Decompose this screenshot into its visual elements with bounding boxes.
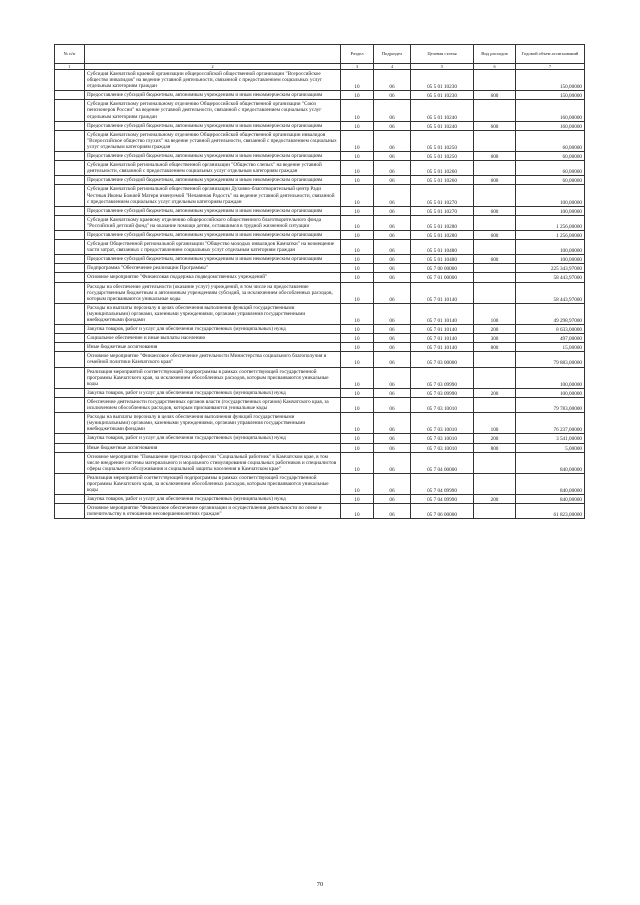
row-number-cell bbox=[55, 100, 85, 121]
row-amount: 8 633,00000 bbox=[516, 325, 585, 334]
table-row bbox=[55, 434, 585, 443]
column-number: 1 bbox=[55, 64, 85, 70]
table-row bbox=[55, 70, 585, 91]
row-razdel: 10 bbox=[341, 70, 374, 91]
row-expense-type: 600 bbox=[474, 121, 516, 130]
row-amount: 100,00000 bbox=[516, 367, 585, 388]
row-podrazdel: 06 bbox=[374, 434, 411, 443]
row-expense-type: 600 bbox=[474, 206, 516, 215]
row-amount: 15,00000 bbox=[516, 343, 585, 352]
row-expense-type bbox=[474, 397, 516, 412]
table-row bbox=[55, 504, 585, 519]
row-number-cell bbox=[55, 255, 85, 264]
row-podrazdel: 06 bbox=[374, 388, 411, 397]
row-target-article: 05 7 01 10140 bbox=[411, 325, 474, 334]
table-row bbox=[55, 264, 585, 273]
row-target-article: 05 7 03 09990 bbox=[411, 367, 474, 388]
row-number-cell bbox=[55, 121, 85, 130]
budget-table-sheet bbox=[54, 44, 584, 519]
row-podrazdel: 06 bbox=[374, 185, 411, 206]
row-expense-type bbox=[474, 161, 516, 176]
row-amount: 1 256,00000 bbox=[516, 215, 585, 230]
row-target-article: 05 7 04 00000 bbox=[411, 452, 474, 473]
table-row bbox=[55, 230, 585, 239]
row-expense-type bbox=[474, 352, 516, 367]
row-podrazdel: 06 bbox=[374, 215, 411, 230]
row-expense-type: 300 bbox=[474, 334, 516, 343]
table-body bbox=[55, 70, 585, 519]
row-podrazdel: 06 bbox=[374, 161, 411, 176]
row-razdel: 10 bbox=[341, 91, 374, 100]
row-number-cell bbox=[55, 325, 85, 334]
table-row bbox=[55, 473, 585, 494]
row-name: Основное мероприятие "Финансовая поддержка подведомственных учреждений" bbox=[85, 273, 341, 282]
row-name: Закупка товаров, работ и услуг для обеспечения государственных (муниципальных) нужд bbox=[85, 434, 341, 443]
row-razdel: 10 bbox=[341, 264, 374, 273]
row-amount: 100,00000 bbox=[516, 388, 585, 397]
row-razdel: 10 bbox=[341, 473, 374, 494]
row-razdel: 10 bbox=[341, 176, 374, 185]
row-razdel: 10 bbox=[341, 100, 374, 121]
row-podrazdel: 06 bbox=[374, 367, 411, 388]
table-row bbox=[55, 185, 585, 206]
row-name: Закупка товаров, работ и услуг для обеспечения государственных (муниципальных) нужд bbox=[85, 495, 341, 504]
row-razdel: 10 bbox=[341, 273, 374, 282]
row-expense-type: 600 bbox=[474, 152, 516, 161]
row-name: Реализация мероприятий соответствующей подпрограммы в рамках соответствующей государственной программы Камчатского края, за исключением обособленных расходов, которым присваиваются уникальные коды bbox=[85, 367, 341, 388]
row-podrazdel: 06 bbox=[374, 352, 411, 367]
row-expense-type: 800 bbox=[474, 443, 516, 452]
row-name: Иные бюджетные ассигнования bbox=[85, 443, 341, 452]
row-target-article: 05 7 01 00000 bbox=[411, 273, 474, 282]
row-number-cell bbox=[55, 161, 85, 176]
table-row bbox=[55, 121, 585, 130]
row-razdel: 10 bbox=[341, 130, 374, 151]
row-amount: 100,00000 bbox=[516, 185, 585, 206]
row-amount: 840,00000 bbox=[516, 495, 585, 504]
row-name: Субсидия Камчатскому региональному отделению Общероссийской общественной организации "Союз пенсионеров России" на ведение уставной деятельности, связанной с предоставлением социальных услуг отдельным категориям граждан bbox=[85, 100, 341, 121]
row-target-article: 05 7 03 10010 bbox=[411, 443, 474, 452]
table-row bbox=[55, 334, 585, 343]
header-podrazdel: Подраздел bbox=[374, 45, 411, 64]
row-number-cell bbox=[55, 230, 85, 239]
row-expense-type bbox=[474, 282, 516, 303]
row-target-article: 05 7 03 10010 bbox=[411, 397, 474, 412]
row-amount: 150,00000 bbox=[516, 91, 585, 100]
table-row bbox=[55, 388, 585, 397]
row-amount: 60,00000 bbox=[516, 152, 585, 161]
row-name: Субсидия Камчатской региональной общественной организации "Общество слепых" на ведение уставной деятельности, связанной с предоставлением социальных услуг отдельным категориям граждан bbox=[85, 161, 341, 176]
row-razdel: 10 bbox=[341, 504, 374, 519]
row-number-cell bbox=[55, 452, 85, 473]
row-amount: 150,00000 bbox=[516, 70, 585, 91]
row-razdel: 10 bbox=[341, 185, 374, 206]
table-header bbox=[55, 45, 585, 70]
row-podrazdel: 06 bbox=[374, 413, 411, 434]
row-amount: 100,00000 bbox=[516, 255, 585, 264]
row-name: Обеспечение деятельности государственных органов власти (государственных органов) Камчатского края, за исключением обособленных расходов, которым присваиваются уникальные коды bbox=[85, 397, 341, 412]
row-name: Предоставление субсидий бюджетным, автономным учреждениям и иным некоммерческим организациям bbox=[85, 230, 341, 239]
row-name: Предоставление субсидий бюджетным, автономным учреждениям и иным некоммерческим организациям bbox=[85, 121, 341, 130]
row-name: Основное мероприятие "Повышение престижа профессии "Социальный работник" в Камчатском крае, в том числе внедрение системы материального и морального стимулирования социальных работников и специалистов сферы социального обслуживания и социальной защиты населения в Камчатском крае" bbox=[85, 452, 341, 473]
row-podrazdel: 06 bbox=[374, 206, 411, 215]
row-amount: 61 823,00000 bbox=[516, 504, 585, 519]
row-amount: 160,00000 bbox=[516, 121, 585, 130]
row-name: Предоставление субсидий бюджетным, автономным учреждениям и иным некоммерческим организациям bbox=[85, 91, 341, 100]
row-target-article: 05 5 01 10260 bbox=[411, 176, 474, 185]
row-podrazdel: 06 bbox=[374, 343, 411, 352]
row-number-cell bbox=[55, 215, 85, 230]
row-name: Субсидия Общественной региональной организации "Общество молодых инвалидов Камчатки" на возмещение части затрат, связанных с предоставлением социальных услуг отдельным категориям граждан bbox=[85, 240, 341, 255]
table-row bbox=[55, 130, 585, 151]
row-razdel: 10 bbox=[341, 215, 374, 230]
column-number: 5 bbox=[411, 64, 474, 70]
row-podrazdel: 06 bbox=[374, 443, 411, 452]
row-target-article: 05 5 01 10260 bbox=[411, 161, 474, 176]
column-number: 3 bbox=[341, 64, 374, 70]
table-row bbox=[55, 352, 585, 367]
row-name: Расходы на выплаты персоналу в целях обеспечения выполнения функций государственными (муниципальными) органами, казенными учреждениями, органами управления государственными внебюджетными фондами bbox=[85, 413, 341, 434]
header-name bbox=[85, 45, 341, 64]
row-name: Закупка товаров, работ и услуг для обеспечения государственных (муниципальных) нужд bbox=[85, 325, 341, 334]
row-podrazdel: 06 bbox=[374, 70, 411, 91]
row-amount: 60,00000 bbox=[516, 130, 585, 151]
table-row bbox=[55, 495, 585, 504]
row-target-article: 05 7 06 00000 bbox=[411, 504, 474, 519]
row-name: Иные бюджетные ассигнования bbox=[85, 343, 341, 352]
row-amount: 79 783,00000 bbox=[516, 397, 585, 412]
row-amount: 100,00000 bbox=[516, 206, 585, 215]
table-row bbox=[55, 282, 585, 303]
row-number-cell bbox=[55, 443, 85, 452]
row-expense-type bbox=[474, 504, 516, 519]
table-row bbox=[55, 240, 585, 255]
row-amount: 225 343,97000 bbox=[516, 264, 585, 273]
row-podrazdel: 06 bbox=[374, 255, 411, 264]
row-name: Реализация мероприятий соответствующей подпрограммы в рамках соответствующей государственной программы Камчатского края, за исключением обособленных расходов, которым присваиваются уникальные коды bbox=[85, 473, 341, 494]
row-podrazdel: 06 bbox=[374, 334, 411, 343]
row-expense-type bbox=[474, 70, 516, 91]
row-razdel: 10 bbox=[341, 325, 374, 334]
row-number-cell bbox=[55, 264, 85, 273]
table-row bbox=[55, 413, 585, 434]
row-number-cell bbox=[55, 130, 85, 151]
row-target-article: 05 7 00 00000 bbox=[411, 264, 474, 273]
row-razdel: 10 bbox=[341, 230, 374, 239]
row-razdel: 10 bbox=[341, 343, 374, 352]
row-name: Расходы на выплаты персоналу в целях обеспечения выполнения функций государственными (муниципальными) органами, казенными учреждениями, органами управления государственными внебюджетными фондами bbox=[85, 303, 341, 324]
row-name: Предоставление субсидий бюджетным, автономным учреждениям и иным некоммерческим организациям bbox=[85, 206, 341, 215]
row-name: Субсидия Камчатской краевой организации общероссийской общественной организации "Всероссийское общество инвалидов" на ведение уставной деятельности, связанной с предоставлением социальных услуг отдельным категориям граждан bbox=[85, 70, 341, 91]
row-name: Социальное обеспечение и иные выплаты населению bbox=[85, 334, 341, 343]
row-expense-type bbox=[474, 367, 516, 388]
row-razdel: 10 bbox=[341, 434, 374, 443]
row-expense-type: 600 bbox=[474, 176, 516, 185]
row-amount: 840,00000 bbox=[516, 452, 585, 473]
row-number-cell bbox=[55, 303, 85, 324]
row-number-cell bbox=[55, 434, 85, 443]
row-amount: 58 443,97000 bbox=[516, 282, 585, 303]
row-expense-type bbox=[474, 215, 516, 230]
header-target-article: Целевая статья bbox=[411, 45, 474, 64]
row-expense-type bbox=[474, 273, 516, 282]
row-target-article: 05 5 01 10480 bbox=[411, 240, 474, 255]
row-target-article: 05 7 04 09990 bbox=[411, 473, 474, 494]
table-row bbox=[55, 397, 585, 412]
row-razdel: 10 bbox=[341, 303, 374, 324]
row-name: Предоставление субсидий бюджетным, автономным учреждениям и иным некоммерческим организациям bbox=[85, 152, 341, 161]
row-amount: 100,00000 bbox=[516, 240, 585, 255]
row-razdel: 10 bbox=[341, 495, 374, 504]
row-target-article: 05 7 03 10010 bbox=[411, 434, 474, 443]
row-number-cell bbox=[55, 176, 85, 185]
row-razdel: 10 bbox=[341, 282, 374, 303]
row-number-cell bbox=[55, 413, 85, 434]
row-expense-type: 200 bbox=[474, 495, 516, 504]
row-target-article: 05 5 01 10280 bbox=[411, 230, 474, 239]
table-row bbox=[55, 215, 585, 230]
row-podrazdel: 06 bbox=[374, 452, 411, 473]
row-expense-type: 600 bbox=[474, 255, 516, 264]
row-podrazdel: 06 bbox=[374, 325, 411, 334]
table-row bbox=[55, 443, 585, 452]
row-number-cell bbox=[55, 70, 85, 91]
table-row bbox=[55, 206, 585, 215]
table-row bbox=[55, 100, 585, 121]
row-podrazdel: 06 bbox=[374, 100, 411, 121]
row-number-cell bbox=[55, 343, 85, 352]
row-podrazdel: 06 bbox=[374, 264, 411, 273]
row-target-article: 05 5 01 10480 bbox=[411, 255, 474, 264]
row-name: Основное мероприятие "Финансовое обеспечение деятельности Министерства социального благополучия и семейной политики Камчатского края" bbox=[85, 352, 341, 367]
row-razdel: 10 bbox=[341, 352, 374, 367]
row-expense-type bbox=[474, 264, 516, 273]
row-target-article: 05 7 03 09990 bbox=[411, 388, 474, 397]
row-number-cell bbox=[55, 206, 85, 215]
row-expense-type bbox=[474, 240, 516, 255]
row-target-article: 05 5 01 10250 bbox=[411, 152, 474, 161]
row-podrazdel: 06 bbox=[374, 121, 411, 130]
table-row bbox=[55, 303, 585, 324]
row-amount: 60,00000 bbox=[516, 161, 585, 176]
row-number-cell bbox=[55, 334, 85, 343]
row-podrazdel: 06 bbox=[374, 397, 411, 412]
row-expense-type: 600 bbox=[474, 91, 516, 100]
row-number-cell bbox=[55, 504, 85, 519]
row-name: Предоставление субсидий бюджетным, автономным учреждениям и иным некоммерческим организациям bbox=[85, 176, 341, 185]
row-expense-type bbox=[474, 452, 516, 473]
row-target-article: 05 5 01 10270 bbox=[411, 185, 474, 206]
row-razdel: 10 bbox=[341, 334, 374, 343]
row-number-cell bbox=[55, 91, 85, 100]
column-number: 6 bbox=[474, 64, 516, 70]
row-podrazdel: 06 bbox=[374, 282, 411, 303]
column-number: 2 bbox=[85, 64, 341, 70]
row-target-article: 05 5 01 10230 bbox=[411, 91, 474, 100]
row-number-cell bbox=[55, 495, 85, 504]
table-row bbox=[55, 367, 585, 388]
row-podrazdel: 06 bbox=[374, 152, 411, 161]
row-razdel: 10 bbox=[341, 152, 374, 161]
row-podrazdel: 06 bbox=[374, 230, 411, 239]
row-amount: 58 443,97000 bbox=[516, 273, 585, 282]
row-podrazdel: 06 bbox=[374, 504, 411, 519]
row-target-article: 05 7 03 00000 bbox=[411, 352, 474, 367]
table-row bbox=[55, 91, 585, 100]
header-expense-type: Вид расходов bbox=[474, 45, 516, 64]
row-amount: 79 883,00000 bbox=[516, 352, 585, 367]
row-name: Расходы на обеспечение деятельности (оказание услуг) учреждений, в том числе на предоставление государственным бюджетным и автономным учреждениям субсидий, за исключением обособленных расходов, которым присваиваются уникальные коды bbox=[85, 282, 341, 303]
row-podrazdel: 06 bbox=[374, 240, 411, 255]
row-target-article: 05 5 01 10280 bbox=[411, 215, 474, 230]
row-number-cell bbox=[55, 388, 85, 397]
row-target-article: 05 5 01 10240 bbox=[411, 121, 474, 130]
row-razdel: 10 bbox=[341, 121, 374, 130]
table-row bbox=[55, 452, 585, 473]
row-amount: 160,00000 bbox=[516, 100, 585, 121]
row-amount: 49 298,97000 bbox=[516, 303, 585, 324]
row-amount: 840,00000 bbox=[516, 473, 585, 494]
row-number-cell bbox=[55, 282, 85, 303]
row-razdel: 10 bbox=[341, 240, 374, 255]
page-number: 70 bbox=[316, 881, 324, 888]
table-row bbox=[55, 255, 585, 264]
row-name: Подпрограмма "Обеспечение реализации Программы" bbox=[85, 264, 341, 273]
row-razdel: 10 bbox=[341, 161, 374, 176]
row-amount: 76 237,00000 bbox=[516, 413, 585, 434]
row-razdel: 10 bbox=[341, 367, 374, 388]
budget-table bbox=[54, 44, 585, 519]
row-amount: 60,00000 bbox=[516, 176, 585, 185]
row-target-article: 05 7 04 09990 bbox=[411, 495, 474, 504]
row-name: Закупка товаров, работ и услуг для обеспечения государственных (муниципальных) нужд bbox=[85, 388, 341, 397]
row-expense-type: 100 bbox=[474, 413, 516, 434]
row-target-article: 05 5 01 10230 bbox=[411, 70, 474, 91]
row-expense-type bbox=[474, 100, 516, 121]
row-name: Основное мероприятие "Финансовое обеспечение организации и осуществления деятельности по опеке и попечительству в отношении несовершеннолетних граждан" bbox=[85, 504, 341, 519]
column-number: 4 bbox=[374, 64, 411, 70]
row-target-article: 05 5 01 10240 bbox=[411, 100, 474, 121]
row-amount: 5,00000 bbox=[516, 443, 585, 452]
row-razdel: 10 bbox=[341, 452, 374, 473]
row-razdel: 10 bbox=[341, 397, 374, 412]
row-expense-type: 200 bbox=[474, 325, 516, 334]
row-number-cell bbox=[55, 473, 85, 494]
table-row bbox=[55, 325, 585, 334]
column-number: 7 bbox=[516, 64, 585, 70]
row-podrazdel: 06 bbox=[374, 495, 411, 504]
row-target-article: 05 5 01 10250 bbox=[411, 130, 474, 151]
row-razdel: 10 bbox=[341, 443, 374, 452]
header-row-number: № п/п bbox=[55, 45, 85, 64]
row-target-article: 05 7 01 10140 bbox=[411, 303, 474, 324]
row-podrazdel: 06 bbox=[374, 303, 411, 324]
table-row bbox=[55, 176, 585, 185]
row-amount: 1 256,00000 bbox=[516, 230, 585, 239]
row-number-cell bbox=[55, 367, 85, 388]
row-podrazdel: 06 bbox=[374, 91, 411, 100]
row-razdel: 10 bbox=[341, 388, 374, 397]
row-razdel: 10 bbox=[341, 206, 374, 215]
row-name: Субсидия Камчатскому краевому отделению общероссийского общественного благотворительного фонда "Российский детский фонд" на оказание помощи детям, оставшимся в трудной жизненной ситуации bbox=[85, 215, 341, 230]
header-razdel: Раздел bbox=[341, 45, 374, 64]
row-podrazdel: 06 bbox=[374, 473, 411, 494]
row-name: Субсидия Камчатскому региональному отделению Общероссийской общественной организации инвалидов "Всероссийское общество глухих" на ведение уставной деятельности, связанной с предоставлением социальных услуг отдельным категориям граждан bbox=[85, 130, 341, 151]
row-number-cell bbox=[55, 152, 85, 161]
table-row bbox=[55, 152, 585, 161]
row-amount: 497,00000 bbox=[516, 334, 585, 343]
row-expense-type bbox=[474, 473, 516, 494]
row-name: Предоставление субсидий бюджетным, автономным учреждениям и иным некоммерческим организациям bbox=[85, 255, 341, 264]
row-number-cell bbox=[55, 185, 85, 206]
row-number-cell bbox=[55, 397, 85, 412]
row-podrazdel: 06 bbox=[374, 273, 411, 282]
row-name: Субсидия Камчатской региональной общественной организации Духовно-благотворительный центр Ради Честныя Иконы Божией Матери именуемой "Нечаянная Радость" на ведение уставной деятельности, связанной с предоставлением социальных услуг отдельным категориям граждан bbox=[85, 185, 341, 206]
row-number-cell bbox=[55, 273, 85, 282]
row-razdel: 10 bbox=[341, 413, 374, 434]
table-row bbox=[55, 161, 585, 176]
row-expense-type: 200 bbox=[474, 434, 516, 443]
row-number-cell bbox=[55, 352, 85, 367]
row-target-article: 05 5 01 10270 bbox=[411, 206, 474, 215]
table-row bbox=[55, 273, 585, 282]
header-annual-amount: Годовой объем ассигнований bbox=[516, 45, 585, 64]
row-target-article: 05 7 01 10140 bbox=[411, 282, 474, 303]
row-expense-type bbox=[474, 185, 516, 206]
row-expense-type: 800 bbox=[474, 343, 516, 352]
row-podrazdel: 06 bbox=[374, 130, 411, 151]
row-target-article: 05 7 01 10140 bbox=[411, 334, 474, 343]
row-expense-type: 600 bbox=[474, 230, 516, 239]
row-amount: 3 541,00000 bbox=[516, 434, 585, 443]
row-razdel: 10 bbox=[341, 255, 374, 264]
row-target-article: 05 7 03 10010 bbox=[411, 413, 474, 434]
row-number-cell bbox=[55, 240, 85, 255]
row-podrazdel: 06 bbox=[374, 176, 411, 185]
row-target-article: 05 7 01 10140 bbox=[411, 343, 474, 352]
row-expense-type: 200 bbox=[474, 388, 516, 397]
row-expense-type: 100 bbox=[474, 303, 516, 324]
row-expense-type bbox=[474, 130, 516, 151]
table-row bbox=[55, 343, 585, 352]
